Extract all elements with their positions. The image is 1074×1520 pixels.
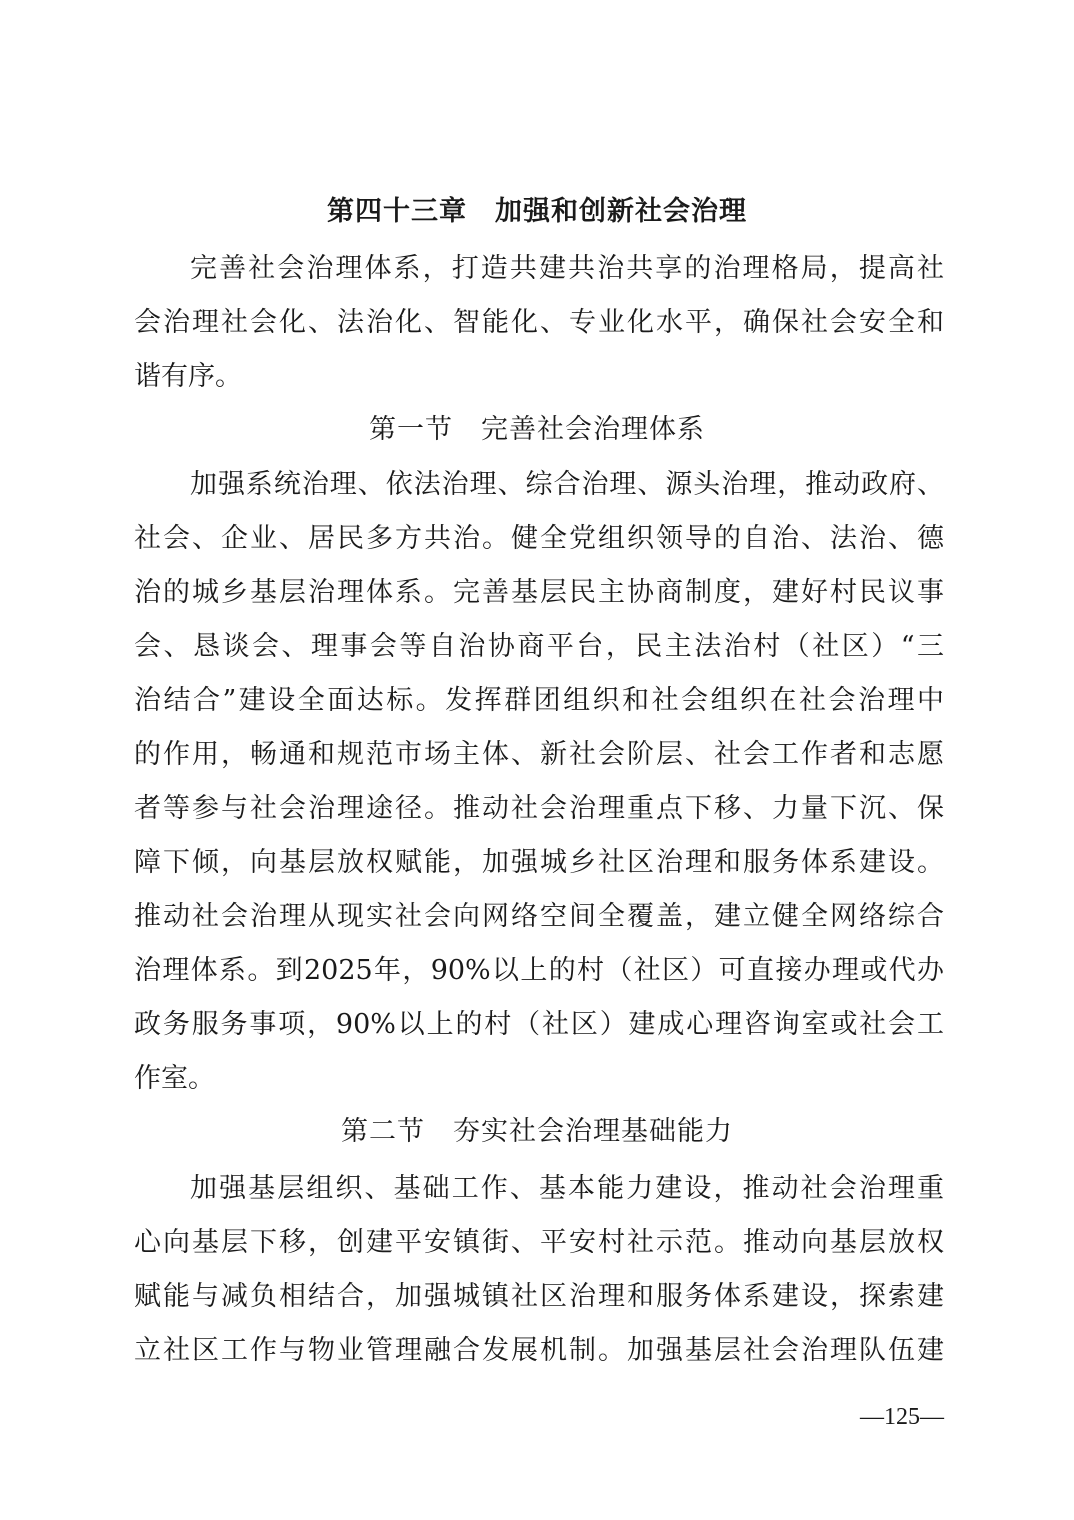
text-line: 会治理社会化、法治化、智能化、专业化水平，确保社会安全和: [134, 307, 944, 338]
chapter-title: 第四十三章 加强和创新社会治理: [327, 196, 747, 227]
text-line: 立社区工作与物业管理融合发展机制。加强基层社会治理队伍建: [134, 1335, 944, 1366]
page-number: —125—: [860, 1404, 944, 1430]
text-line: 加强系统治理、依法治理、综合治理、源头治理，推动政府、: [190, 469, 944, 500]
text-line: 会、恳谈会、理事会等自治协商平台，民主法治村（社区）“三: [134, 631, 944, 662]
text-line: 赋能与减负相结合，加强城镇社区治理和服务体系建设，探索建: [134, 1281, 944, 1312]
text-line: 的作用，畅通和规范市场主体、新社会阶层、社会工作者和志愿: [134, 739, 944, 770]
text-line: 政务服务事项，90%以上的村（社区）建成心理咨询室或社会工: [134, 1009, 944, 1040]
section-title: 第二节 夯实社会治理基础能力: [341, 1116, 733, 1147]
section-2-paragraph: [134, 1162, 944, 1378]
section-1-paragraph: [134, 458, 944, 1106]
text-line: 治理体系。到2025年，90%以上的村（社区）可直接办理或代办: [134, 955, 944, 986]
text-line: 治的城乡基层治理体系。完善基层民主协商制度，建好村民议事: [134, 577, 944, 608]
text-line: 障下倾，向基层放权赋能，加强城乡社区治理和服务体系建设。: [134, 847, 944, 878]
text-line: 治结合”建设全面达标。发挥群团组织和社会组织在社会治理中: [134, 685, 944, 716]
text-line: 推动社会治理从现实社会向网络空间全覆盖，建立健全网络综合: [134, 901, 944, 932]
text-line: 加强基层组织、基础工作、基本能力建设，推动社会治理重: [190, 1173, 944, 1204]
text-line: 完善社会治理体系，打造共建共治共享的治理格局，提高社: [190, 253, 944, 284]
section-title: 第一节 完善社会治理体系: [369, 414, 705, 445]
text-line: 作室。: [134, 1063, 215, 1094]
text-line: 心向基层下移，创建平安镇街、平安村社示范。推动向基层放权: [134, 1227, 944, 1258]
chapter-intro-paragraph: [134, 242, 944, 404]
text-line: 社会、企业、居民多方共治。健全党组织领导的自治、法治、德: [134, 523, 944, 554]
text-line: 者等参与社会治理途径。推动社会治理重点下移、力量下沉、保: [134, 793, 944, 824]
text-line: 谐有序。: [134, 361, 242, 392]
